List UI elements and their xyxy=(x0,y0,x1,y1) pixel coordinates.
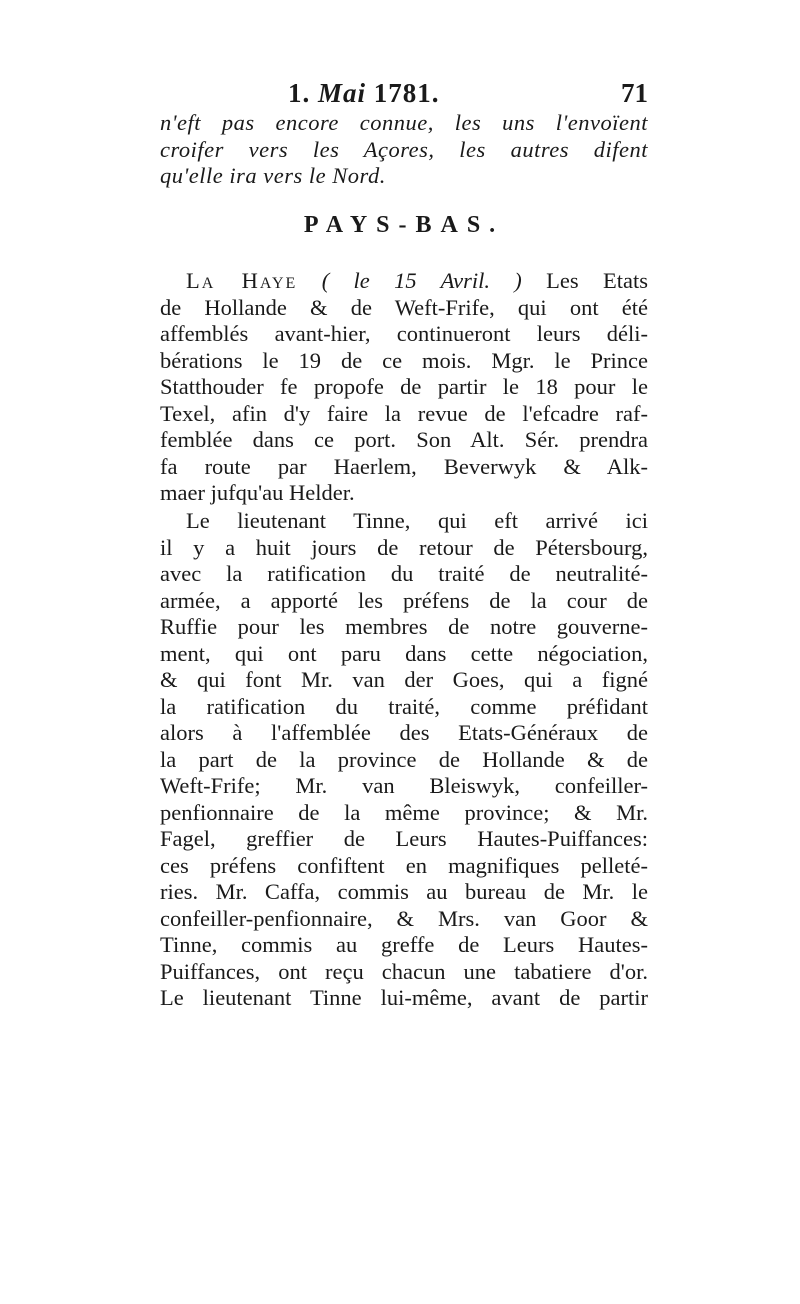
paragraph-line: la part de la province de Hollande & de xyxy=(160,746,648,772)
paragraph-line: Puiffances, ont reçu chacun une tabatiere d'or. xyxy=(160,958,648,984)
paragraph-line: ment, qui ont paru dans cette négociation, xyxy=(160,640,648,666)
running-head xyxy=(288,78,440,109)
paragraph-line: femblée dans ce port. Son Alt. Sér. prendra xyxy=(160,427,648,452)
paragraph-line: Ruffie pour les membres de notre gouverne- xyxy=(160,614,648,639)
dateline-line xyxy=(160,268,648,295)
article-paragraph-2 xyxy=(160,508,648,1012)
paragraph-line: de Hollande & de Weft-Frife, qui ont été xyxy=(160,294,648,320)
paragraph-line: ries. Mr. Caffa, commis au bureau de Mr. le xyxy=(160,879,648,904)
paragraph-line: confeiller-penfionnaire, & Mrs. van Goor & xyxy=(160,905,648,931)
paragraph-line: Texel, afin d'y faire la revue de l'efcadre raf- xyxy=(160,400,648,426)
paragraph-line: Les Etats xyxy=(546,268,649,293)
paragraph-line: ces préfens confiftent en magnifiques pelleté- xyxy=(160,852,648,878)
running-head-day: 1. xyxy=(288,78,311,108)
intro-line: croifer vers les Açores, les autres difent xyxy=(160,136,648,162)
paragraph-line: fa route par Haerlem, Beverwyk & Alk- xyxy=(160,453,648,479)
running-head-year: 1781. xyxy=(373,78,440,108)
paragraph-line: maer jufqu'au Helder. xyxy=(160,480,355,505)
intro-line: qu'elle ira vers le Nord. xyxy=(160,163,386,188)
paragraph-line: Weft-Frife; Mr. van Bleiswyk, confeiller- xyxy=(160,773,648,798)
page-number: 71 xyxy=(621,78,648,108)
paragraph-line: il y a huit jours de retour de Pétersbourg, xyxy=(160,534,648,560)
running-head-month: Mai xyxy=(318,78,367,108)
paragraph-line: affemblés avant-hier, continueront leurs déli- xyxy=(160,321,648,346)
paragraph-line: penfionnaire de la même province; & Mr. xyxy=(160,799,648,825)
paragraph-line: bérations le 19 de ce mois. Mgr. le Prince xyxy=(160,347,648,373)
paragraph-line: Statthouder fe propofe de partir le 18 pour le xyxy=(160,374,648,399)
paragraph-line: Tinne, commis au greffe de Leurs Hautes- xyxy=(160,932,648,957)
paragraph-line: Le lieutenant Tinne, qui eft arrivé ici xyxy=(186,508,648,533)
intro-line: n'eft pas encore connue, les uns l'envoïent xyxy=(160,110,648,135)
paragraph-line: Le lieutenant Tinne lui-même, avant de partir xyxy=(160,985,648,1010)
dateline-date: ( le 15 Avril. ) xyxy=(321,268,522,293)
section-title: PAYS-BAS. xyxy=(303,212,505,238)
paragraph-line: & qui font Mr. van der Goes, qui a figné xyxy=(160,667,648,692)
page-header xyxy=(160,78,650,114)
paragraph-line: alors à l'affemblée des Etats-Généraux de xyxy=(160,720,648,745)
dateline-place: La Haye xyxy=(186,268,298,293)
intro-paragraph xyxy=(160,110,648,190)
paragraph-line: Fagel, greffier de Leurs Hautes-Puiffances: xyxy=(160,826,648,851)
paragraph-line: la ratification du traité, comme préfidant xyxy=(160,693,648,719)
article-paragraph-1 xyxy=(160,268,648,507)
paragraph-line: armée, a apporté les préfens de la cour de xyxy=(160,587,648,613)
paragraph-line: avec la ratification du traité de neutralité- xyxy=(160,561,648,586)
